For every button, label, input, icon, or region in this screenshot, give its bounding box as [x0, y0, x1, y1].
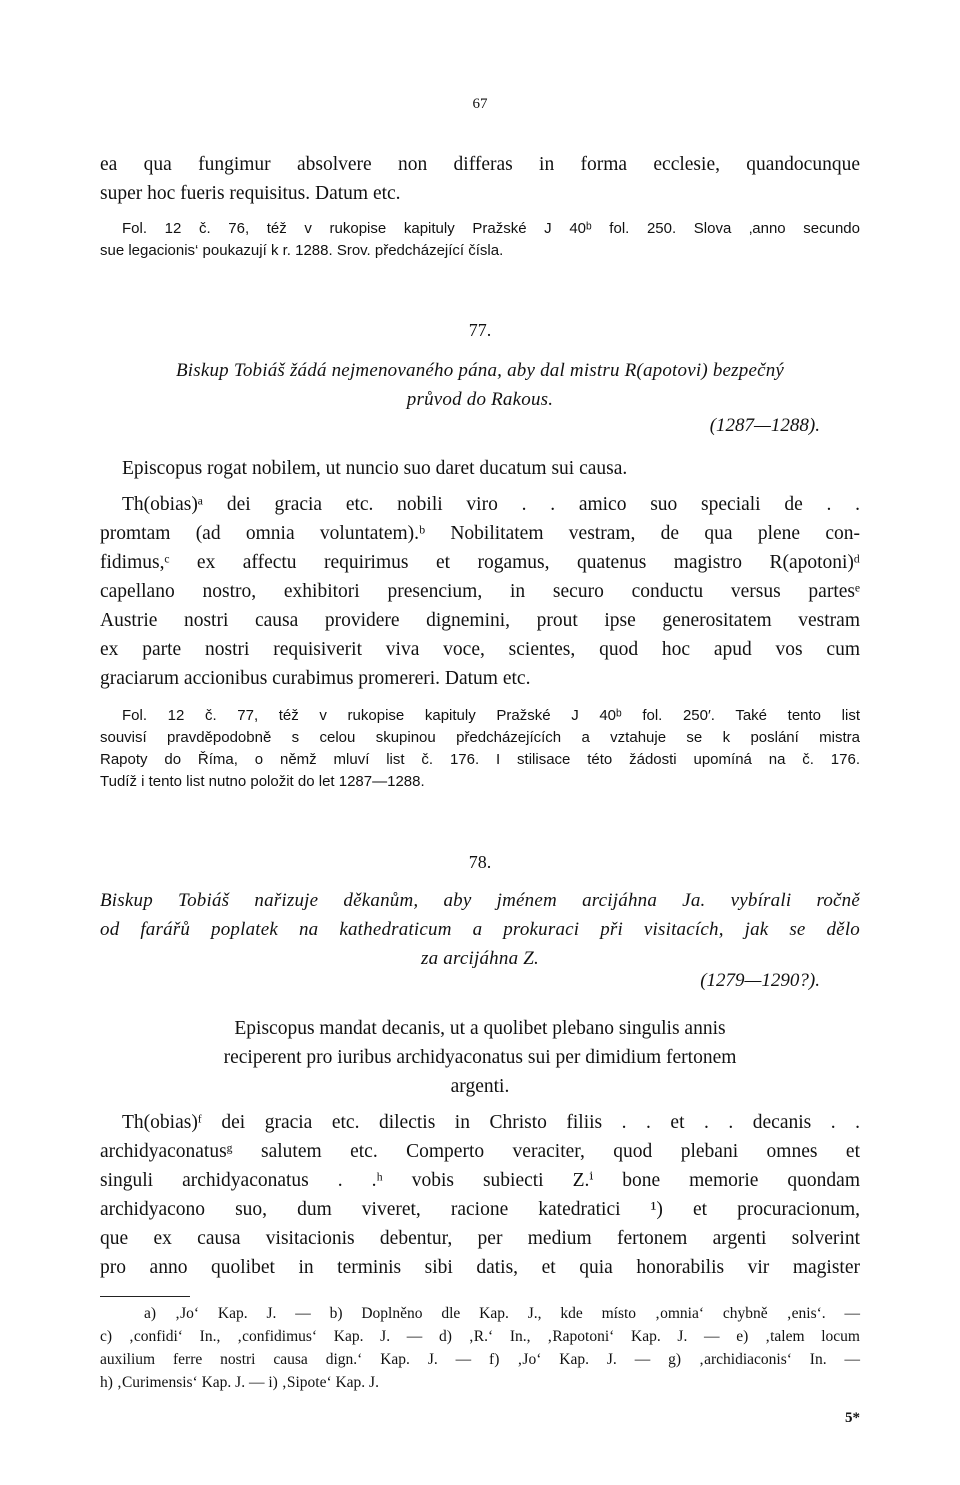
doc78-text-line: pro anno quolibet in terminis sibi datis, et quia honorabilis vir magister	[100, 1257, 860, 1278]
doc78-title-line: od farářů poplatek na kathedraticum a prokuraci při visitacích, jak se dělo	[100, 919, 860, 940]
doc77-number: 77.	[468, 320, 492, 340]
intro-paragraph	[100, 150, 860, 208]
doc78-date-block	[100, 970, 860, 992]
footnote-line: c) ‚confidi‘ In., ‚confidimus‘ Kap. J. — d) ‚R.‘ In., ‚Rapotoni‘ Kap. J. — e) ‚talem locum	[100, 1328, 860, 1345]
intro-line: ea qua fungimur absolvere non differas in forma ecclesie, quandocunque	[100, 154, 860, 175]
doc77-note-line: Rapoty do Říma, o němž mluví list č. 176. I stilisace této žádosti upomíná na č. 176.	[100, 751, 860, 768]
doc78-text-line: archidyaconatusᵍ salutem etc. Comperto veraciter, quod plebani omnes et	[100, 1141, 860, 1162]
footnote-line: auxilium ferre nostri causa dign.‘ Kap. J. — f) ‚Jo‘ Kap. J. — g) ‚archidiaconis‘ In. —	[100, 1351, 860, 1368]
doc77-text-line: graciarum accionibus curabimus promereri. Datum etc.	[100, 668, 531, 689]
doc77-title-line: Biskup Tobiáš žádá nejmenovaného pána, aby dal mistru R(apotovi) bezpečný	[175, 360, 785, 381]
doc78-regest	[100, 1014, 860, 1101]
footnote-line: h) ‚Curimensis‘ Kap. J. — i) ‚Sipote‘ Kap. J.	[100, 1374, 379, 1391]
doc77-note-line: Tudíž i tento list nutno položit do let 1287—1288.	[100, 773, 425, 790]
doc78-number-block	[100, 852, 860, 873]
doc77-regest: Episcopus rogat nobilem, ut nuncio suo daret ducatum sui causa.	[122, 458, 628, 479]
footnote-line: a) ‚Jo‘ Kap. J. — b) Doplněno dle Kap. J., kde místo ‚omnia‘ chybně ‚enis‘. —	[144, 1305, 860, 1322]
doc77-text-line: Austrie nostri causa providere dignemini, prout ipse generositatem vestram	[100, 610, 860, 631]
doc77-text-line: promtam (ad omnia voluntatem).ᵇ Nobilitatem vestram, de qua plene con-	[100, 523, 860, 544]
doc77-date-block	[100, 415, 860, 437]
doc78-title	[100, 886, 860, 973]
intro-line: super hoc fueris requisitus. Datum etc.	[100, 183, 401, 204]
doc77-note-line: Fol. 12 č. 77, též v rukopise kapituly Pražské J 40ᵇ fol. 250′. Také tento list	[122, 707, 860, 724]
doc78-title-line: za arcijáhna Z.	[421, 948, 539, 969]
doc77-note	[100, 705, 860, 793]
doc77-text	[100, 490, 860, 693]
doc77-date: (1287—1288).	[709, 415, 820, 436]
doc78-text	[100, 1108, 860, 1282]
doc78-number: 78.	[468, 852, 492, 872]
doc77-note-line: souvisí pravděpodobně s celou skupinou předcházejících a vztahuje se k poslání mistra	[100, 729, 860, 746]
document-page	[100, 0, 860, 1485]
doc78-regest-line: argenti.	[450, 1076, 510, 1097]
note-76	[100, 218, 860, 262]
note-line: sue legacionis‘ poukazují k r. 1288. Srov. předcházející čísla.	[100, 242, 504, 259]
doc78-text-line: singuli archidyaconatus . .ʰ vobis subiecti Z.ⁱ bone memorie quondam	[100, 1170, 860, 1191]
doc78-text-line: Th(obias)ᶠ dei gracia etc. dilectis in Christo filiis . . et . . decanis . .	[122, 1112, 860, 1133]
footnotes	[100, 1302, 860, 1394]
doc77-text-line: capellano nostro, exhibitori presencium, in securo conductu versus partesᵉ	[100, 581, 860, 602]
doc78-text-line: que ex causa visitacionis debentur, per medium fertonem argenti solverint	[100, 1228, 860, 1249]
doc78-text-line: archidyacono suo, dum viveret, racione katedratici ¹) et procuracionum,	[100, 1199, 860, 1220]
doc77-text-line: ex parte nostri requisiverit viva voce, scientes, quod hoc apud vos cum	[100, 639, 860, 660]
signature-mark: 5*	[845, 1410, 860, 1426]
doc77-text-line: fidimus,ᶜ ex affectu requirimus et rogamus, quatenus magistro R(apotoni)ᵈ	[100, 552, 860, 573]
page-number: 67	[472, 96, 488, 112]
doc77-title	[100, 356, 860, 414]
doc78-title-line: Biskup Tobiáš nařizuje děkanům, aby jménem arcijáhna Ja. vybírali ročně	[100, 890, 860, 911]
doc78-date: (1279—1290?).	[700, 970, 820, 991]
footnote-rule	[100, 1296, 190, 1297]
doc77-title-line: průvod do Rakous.	[406, 389, 554, 410]
note-line: Fol. 12 č. 76, též v rukopise kapituly Pražské J 40ᵇ fol. 250. Slova ‚anno secundo	[122, 220, 860, 237]
doc77-number-block	[100, 320, 860, 341]
doc77-regest-block	[100, 454, 860, 483]
doc78-regest-line: Episcopus mandat decanis, ut a quolibet plebano singulis annis	[234, 1018, 726, 1039]
doc77-text-line: Th(obias)ᵃ dei gracia etc. nobili viro . . amico suo speciali de . .	[122, 494, 860, 515]
doc78-regest-line: reciperent pro iuribus archidyaconatus sui per dimidium fertonem	[223, 1047, 737, 1068]
